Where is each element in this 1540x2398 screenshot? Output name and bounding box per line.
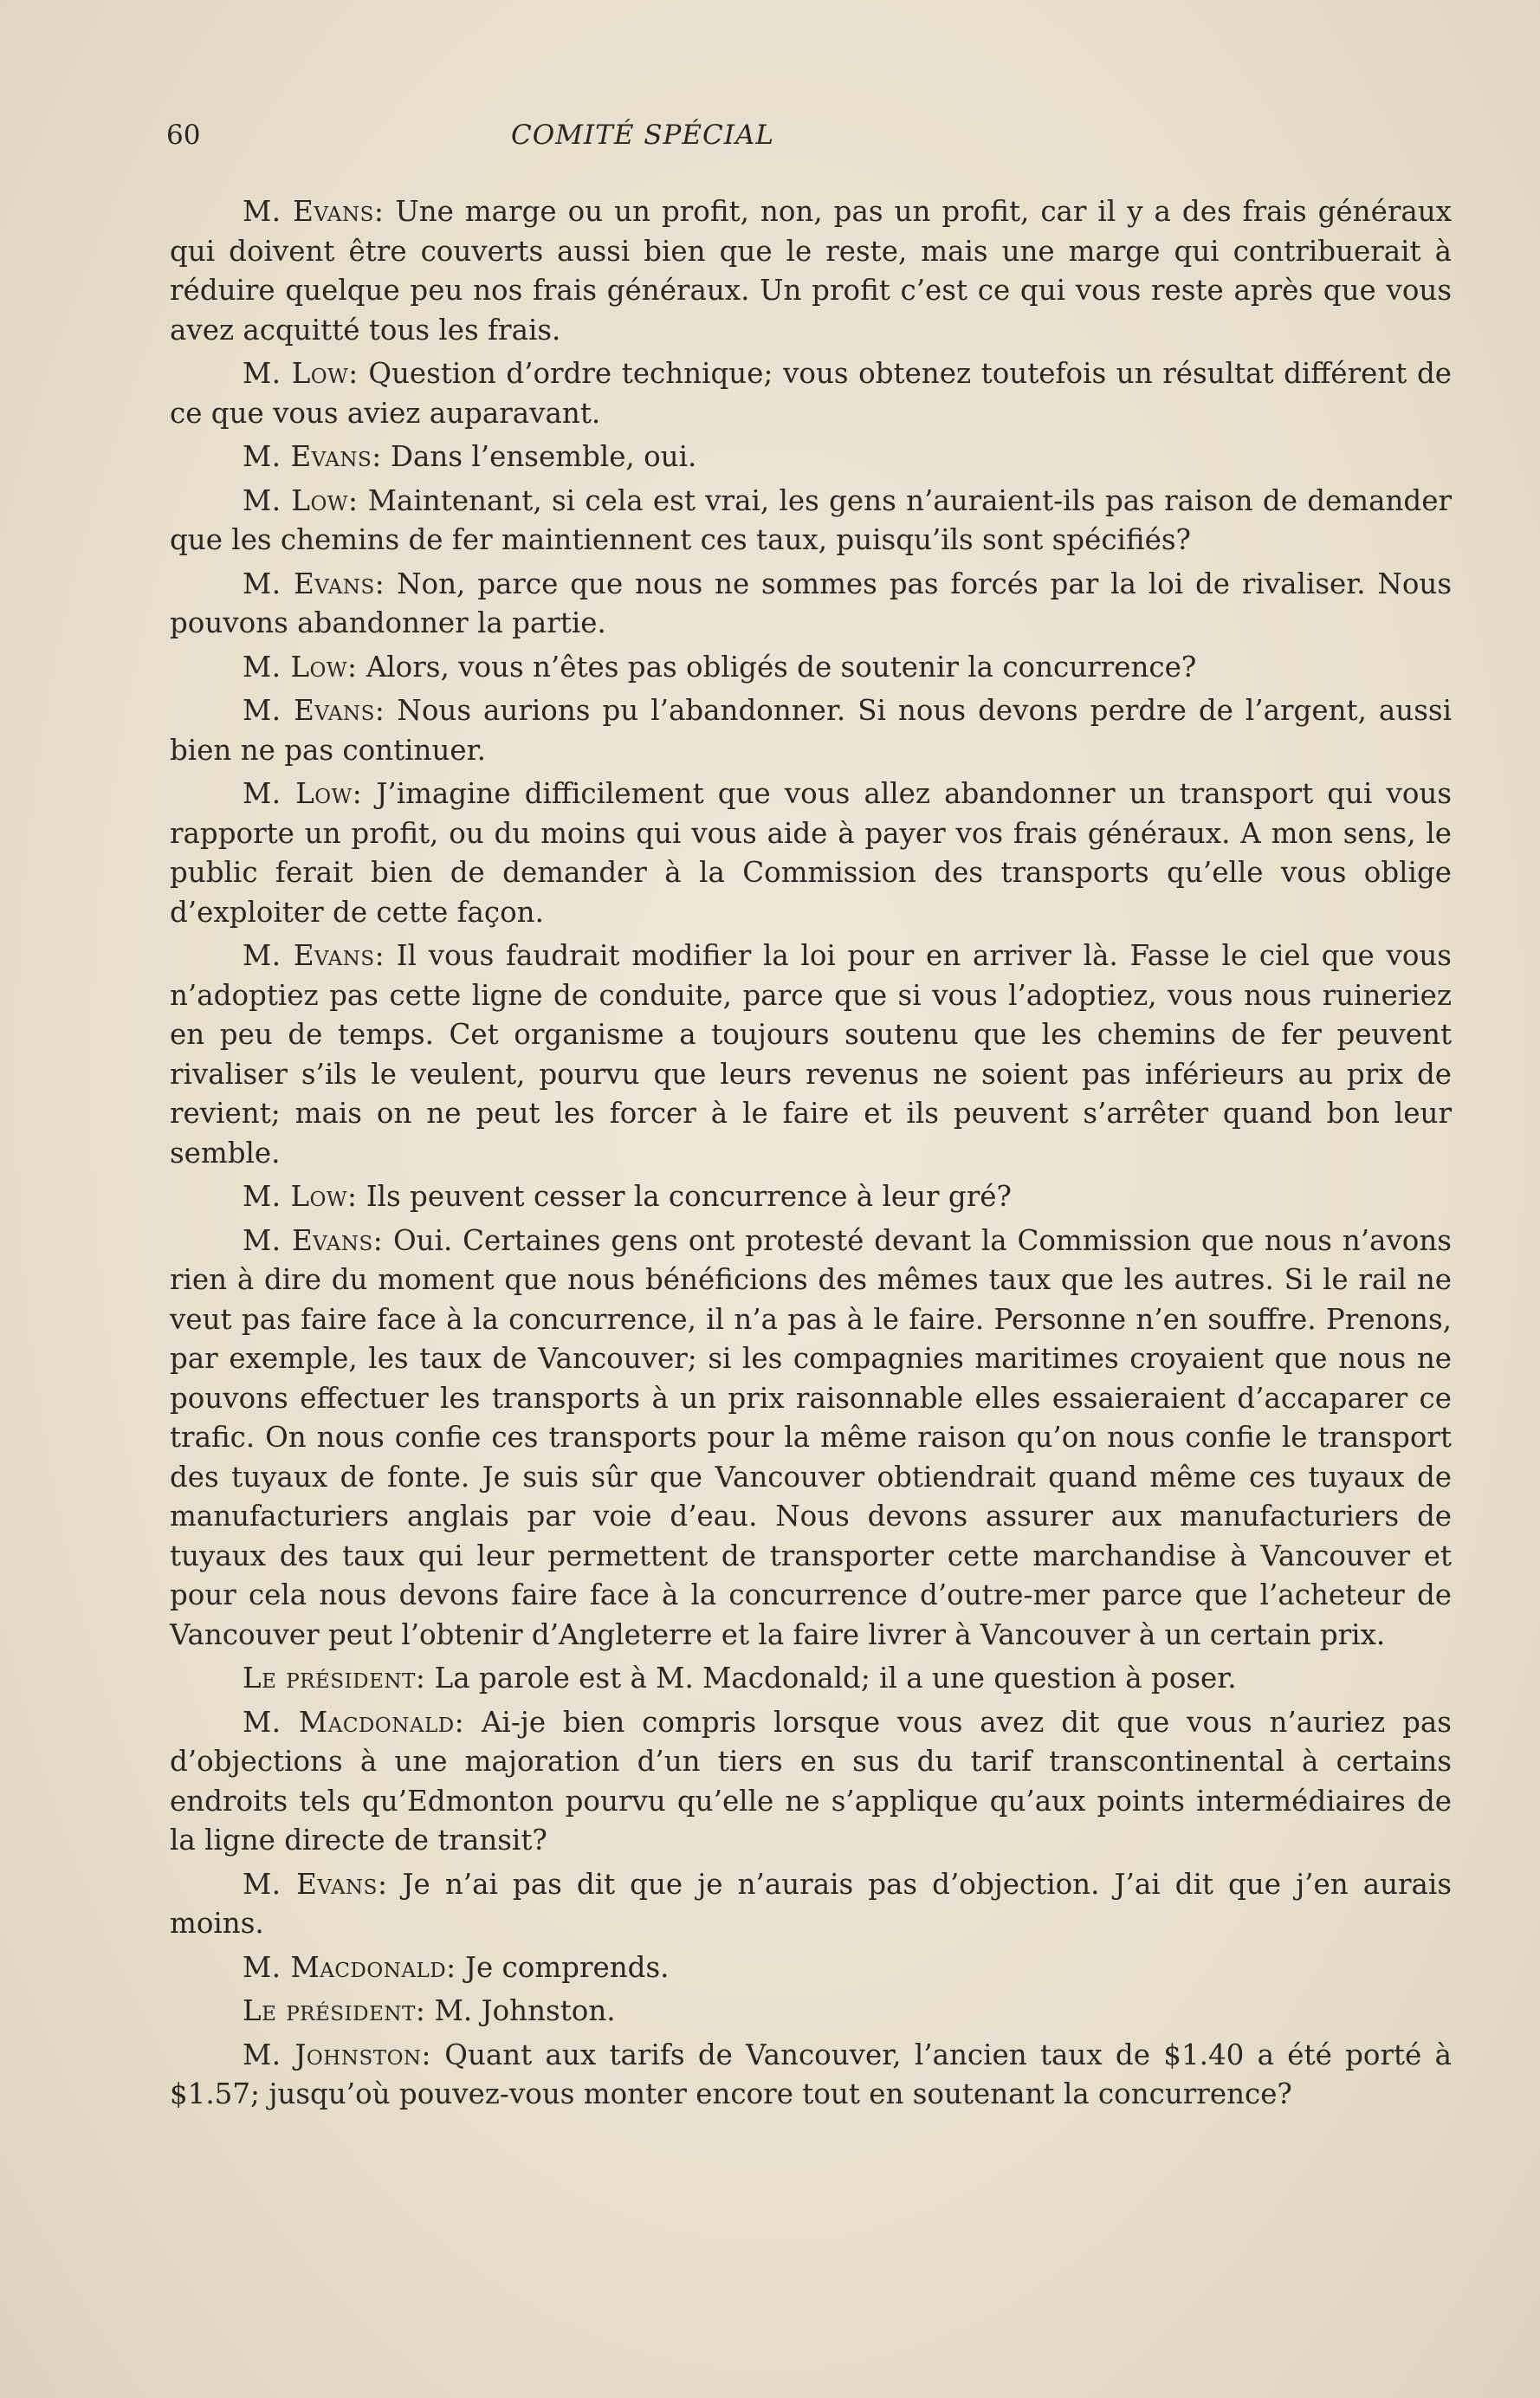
speaker-name: Le président: xyxy=(243,1994,426,2027)
speaker-name: M. Macdonald: xyxy=(243,1705,465,1739)
speaker-name: M. Evans: xyxy=(243,694,385,727)
paragraph xyxy=(170,2036,1452,2115)
transcript-body xyxy=(170,192,1452,2119)
paragraph-text: La parole est à M. Macdonald; il a une question à poser. xyxy=(434,1662,1237,1695)
paragraph-text: Il vous faudrait modifier la loi pour en arriver là. Fasse le ciel que vous n’adoptiez pas cette ligne de conduite, parce que si vous l’adoptiez, vous nous ruineriez en peu de temps. Cet organisme a toujours soutenu que les chemins de fer peuvent rivaliser s’ils le veulent, pourvu que leurs revenus ne soient pas inférieurs au prix de revient; mais on ne peut les forcer à le faire et ils peuvent s’arrêter quand bon leur semble. xyxy=(170,939,1452,1170)
paragraph xyxy=(170,354,1452,433)
paragraph xyxy=(170,565,1452,644)
speaker-name: M. Low: xyxy=(243,777,363,810)
paragraph-text: Quant aux tarifs de Vancouver, l’ancien taux de $1.40 a été porté à $1.57; jusqu’où pouvez-vous monter encore tout en soutenant la concurrence? xyxy=(170,2038,1452,2110)
paragraph xyxy=(170,437,1452,477)
paragraph-text: Non, parce que nous ne sommes pas forcés par la loi de rivaliser. Nous pouvons abandonner la partie. xyxy=(170,567,1452,639)
speaker-name: Le président: xyxy=(243,1662,426,1695)
speaker-name: M. Low: xyxy=(243,483,359,517)
paragraph xyxy=(170,192,1452,350)
paragraph-text: M. Johnston. xyxy=(434,1994,616,2027)
speaker-name: M. Evans: xyxy=(243,195,385,228)
paragraph xyxy=(170,1659,1452,1699)
speaker-name: M. Evans: xyxy=(243,567,385,600)
paragraph-text: Maintenant, si cela est vrai, les gens n’auraient-ils pas raison de demander que les chemins de fer maintiennent ces taux, puisqu’ils sont spécifiés? xyxy=(170,483,1452,556)
paragraph-text: Dans l’ensemble, oui. xyxy=(391,440,697,473)
speaker-name: M. Evans: xyxy=(243,1223,384,1257)
paragraph-text: Nous aurions pu l’abandonner. Si nous devons perdre de l’argent, aussi bien ne pas continuer. xyxy=(170,694,1452,767)
paragraph xyxy=(170,1992,1452,2032)
page-header xyxy=(166,120,1457,158)
speaker-name: M. Evans: xyxy=(243,440,382,473)
paragraph-text: J’imagine difficilement que vous allez abandonner un transport qui vous rapporte un profit, ou du moins qui vous aide à payer vos frais généraux. A mon sens, le public ferait bien de demander à la Commission des transports qu’elle vous oblige d’exploiter de cette façon. xyxy=(170,777,1452,929)
page-number: 60 xyxy=(166,120,201,151)
paragraph xyxy=(170,1865,1452,1944)
speaker-name: M. Low: xyxy=(243,357,359,390)
speaker-name: M. Macdonald: xyxy=(243,1950,456,1984)
paragraph xyxy=(170,482,1452,561)
paragraph xyxy=(170,937,1452,1173)
paragraph-text: Ils peuvent cesser la concurrence à leur gré? xyxy=(366,1180,1012,1213)
paragraph-text: Une marge ou un profit, non, pas un profit, car il y a des frais généraux qui doivent être couverts aussi bien que le reste, mais une marge qui contribuerait à réduire quelque peu nos frais généraux. Un profit c’est ce qui vous reste après que vous avez acquitté tous les frais. xyxy=(170,195,1452,347)
paragraph-text: Je comprends. xyxy=(464,1950,670,1984)
paragraph-text: Ai-je bien compris lorsque vous avez dit que vous n’auriez pas d’objections à une majoration d’un tiers en sus du tarif transcontinental à certains endroits tels qu’Edmonton pourvu qu’elle ne s’applique qu’aux points intermédiaires de la ligne directe de transit? xyxy=(170,1705,1452,1857)
paragraph-text: Alors, vous n’êtes pas obligés de soutenir la concurrence? xyxy=(366,650,1197,684)
speaker-name: M. Low: xyxy=(243,650,358,684)
speaker-name: M. Evans: xyxy=(243,939,385,972)
paragraph xyxy=(170,774,1452,932)
paragraph xyxy=(170,1948,1452,1988)
paragraph-text: Oui. Certaines gens ont protesté devant la Commission que nous n’avons rien à dire du moment que nous bénéficions des mêmes taux que les autres. Si le rail ne veut pas faire face à la concurrence, il n’a pas à le faire. Personne n’en souffre. Prenons, par exemple, les taux de Vancouver; si les compagnies maritimes croyaient que nous ne pouvons effectuer les transports à un prix raisonnable elles essaieraient d’accaparer ce trafic. On nous confie ces transports pour la même raison qu’on nous confie le transport des tuyaux de fonte. Je suis sûr que Vancouver obtiendrait quand même ces tuyaux de manufacturiers anglais par voie d’eau. Nous devons assurer aux manufacturiers de tuyaux des taux qui leur permettent de transporter cette marchandise à Vancouver et pour cela nous devons faire face à la concurrence d’outre-mer parce que l’acheteur de Vancouver peut l’obtenir d’Angleterre et la faire livrer à Vancouver à un certain prix. xyxy=(170,1223,1452,1651)
speaker-name: M. Evans: xyxy=(243,1867,388,1901)
paragraph xyxy=(170,1703,1452,1861)
paragraph xyxy=(170,691,1452,770)
paragraph-text: Je n’ai pas dit que je n’aurais pas d’objection. J’ai dit que j’en aurais moins. xyxy=(170,1867,1453,1940)
speaker-name: M. Low: xyxy=(243,1180,358,1213)
paragraph xyxy=(170,648,1452,688)
paragraph-text: Question d’ordre technique; vous obtenez toutefois un résultat différent de ce que vous aviez auparavant. xyxy=(170,357,1452,430)
paragraph xyxy=(170,1222,1452,1656)
running-title: COMITÉ SPÉCIAL xyxy=(511,120,774,151)
paragraph xyxy=(170,1177,1452,1217)
speaker-name: M. Johnston: xyxy=(243,2038,431,2071)
